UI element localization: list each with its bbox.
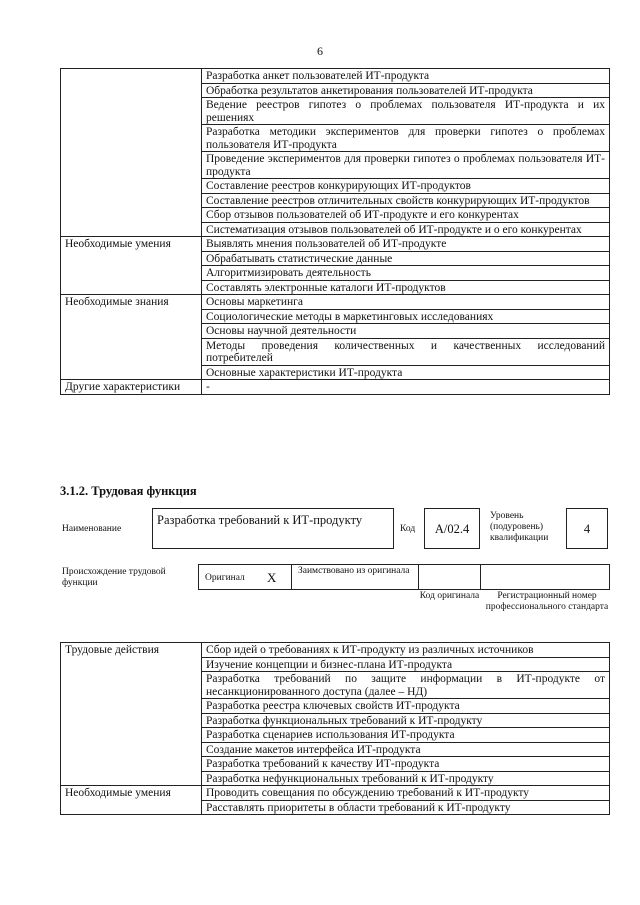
code-original-label: Код оригинала (419, 591, 480, 601)
row-item: Выявлять мнения пользователей об ИТ-продукте (202, 237, 610, 252)
name-label: Наименование (62, 524, 122, 534)
table-row (61, 237, 610, 252)
original-cell (198, 564, 292, 590)
row-item: Изучение концепции и бизнес-плана ИТ-продукта (202, 657, 610, 672)
page-number: 6 (317, 44, 323, 58)
row-label (61, 69, 202, 237)
row-label: Необходимые знания (61, 295, 202, 380)
code-original-cell (418, 564, 481, 590)
row-item: Разработка методики экспериментов для проверки гипотез о проблемах пользователя ИТ-продукта (202, 125, 610, 152)
row-item: Ведение реестров гипотез о проблемах пользователя ИТ-продукта и их решениях (202, 98, 610, 125)
table-row (61, 643, 610, 658)
row-item: Проведение экспериментов для проверки гипотез о проблемах пользователя ИТ-продукта (202, 152, 610, 179)
row-item: Основы научной деятельности (202, 324, 610, 339)
reg-number-label: Регистрационный номер профессионального стандарта (485, 591, 609, 612)
original-label: Оригинал (205, 573, 245, 583)
section-heading: 3.1.2. Трудовая функция (60, 484, 197, 498)
row-item: Составление реестров отличительных свойств конкурирующих ИТ-продуктов (202, 193, 610, 208)
borrowed-cell (291, 564, 419, 590)
code-label: Код (400, 524, 416, 534)
row-item: Сбор идей о требованиях к ИТ-продукту из различных источников (202, 643, 610, 658)
row-item: Разработка реестра ключевых свойств ИТ-продукта (202, 699, 610, 714)
origin-label: Происхождение трудовой функции (62, 567, 166, 588)
row-item: Основные характеристики ИТ-продукта (202, 365, 610, 380)
row-label: Необходимые умения (61, 786, 202, 815)
table-row (61, 295, 610, 310)
row-item: Сбор отзывов пользователей об ИТ-продукте и его конкурентах (202, 208, 610, 223)
table-row (61, 69, 610, 84)
row-item: Создание макетов интерфейса ИТ-продукта (202, 742, 610, 757)
table-previous-function (60, 68, 610, 395)
table-row (61, 786, 610, 801)
row-item: Составлять электронные каталоги ИТ-продуктов (202, 280, 610, 295)
table-labor-actions (60, 642, 610, 815)
level-value: 4 (566, 508, 608, 549)
code-value: А/02.4 (424, 508, 480, 549)
row-item: - (202, 380, 610, 395)
row-item: Систематизация отзывов пользователей об ИТ-продукте и о его конкурентах (202, 222, 610, 237)
row-item: Разработка сценариев использования ИТ-продукта (202, 728, 610, 743)
row-item: Основы маркетинга (202, 295, 610, 310)
row-item: Составление реестров конкурирующих ИТ-продуктов (202, 179, 610, 194)
original-mark: X (267, 570, 277, 585)
row-item: Разработка функциональных требований к ИТ-продукту (202, 713, 610, 728)
row-item: Разработка требований по защите информации в ИТ-продукте от несанкционированного доступа (далее – НД) (202, 672, 610, 699)
row-item: Разработка анкет пользователей ИТ-продукта (202, 69, 610, 84)
row-item: Обрабатывать статистические данные (202, 251, 610, 266)
row-label: Трудовые действия (61, 643, 202, 786)
row-label: Другие характеристики (61, 380, 202, 395)
row-item: Разработка требований к качеству ИТ-продукта (202, 757, 610, 772)
row-label: Необходимые умения (61, 237, 202, 295)
row-item: Обработка результатов анкетирования пользователей ИТ-продукта (202, 83, 610, 98)
row-item: Разработка нефункциональных требований к ИТ-продукту (202, 771, 610, 786)
table-row (61, 380, 610, 395)
row-item: Алгоритмизировать деятельность (202, 266, 610, 281)
row-item: Расставлять приоритеты в области требований к ИТ-продукту (202, 800, 610, 815)
name-value: Разработка требований к ИТ-продукту (152, 508, 394, 549)
row-item: Проводить совещания по обсуждению требований к ИТ-продукту (202, 786, 610, 801)
level-label: Уровень (подуровень) квалификации (490, 511, 549, 543)
borrowed-label: Заимствовано из оригинала (298, 566, 410, 576)
row-item: Социологические методы в маркетинговых исследованиях (202, 309, 610, 324)
row-item: Методы проведения количественных и качественных исследований потребителей (202, 338, 610, 365)
